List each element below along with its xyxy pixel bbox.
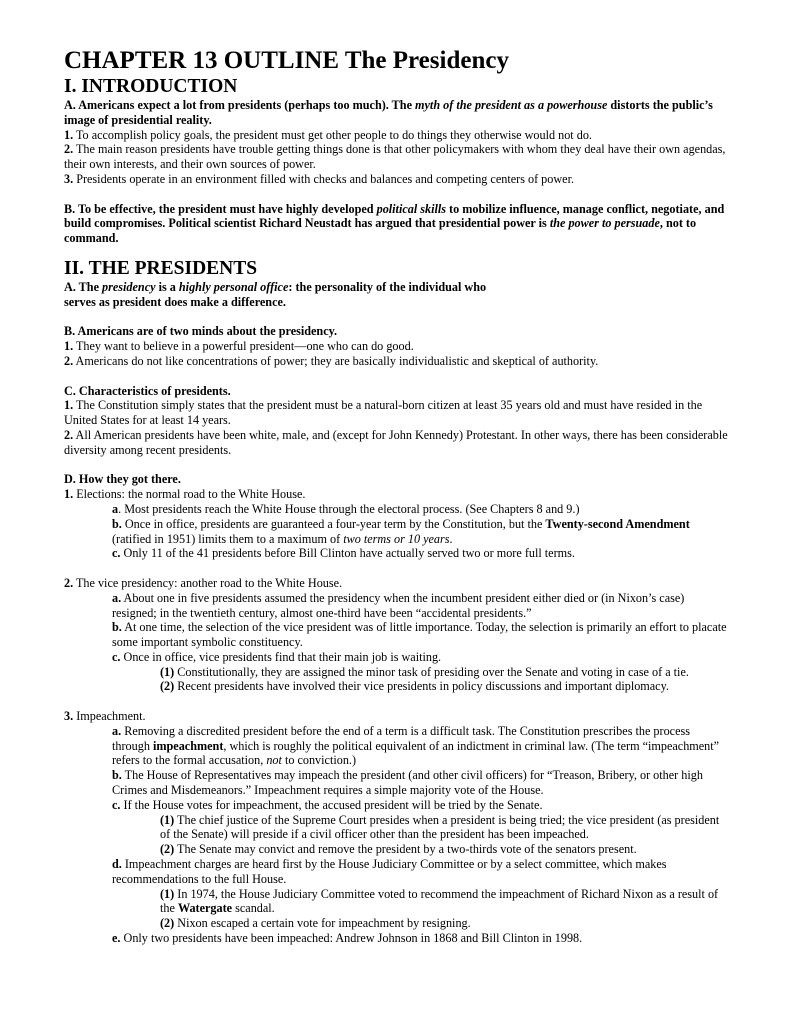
presidents-point-d-heading: D. How they got there. [64,472,181,487]
intro-point-3: 3. Presidents operate in an environment filled with checks and balances and competing centers of power. [64,171,575,186]
impeachment-d-1: (1) In 1974, the House Judiciary Committee voted to recommend the impeachment of Richard Nixon as a result of the Watergate scandal. [160,886,719,916]
presidents-point-b-heading: B. Americans are of two minds about the presidency. [64,324,338,339]
vice-presidency-c-2: (2) Recent presidents have involved their vice presidents in policy discussions and important diplomacy. [160,679,669,694]
intro-point-1: 1. To accomplish policy goals, the president must get other people to do things they otherwise would not do. [64,127,592,142]
impeachment-d-2: (2) Nixon escaped a certain vote for impeachment by resigning. [160,916,471,931]
impeachment-c-2: (2) The Senate may convict and remove the president by a two-thirds vote of the senators present. [160,842,637,857]
impeachment-c-1: (1) The chief justice of the Supreme Court presides when a president is being tried; the vice president (as president of the Senate) will preside if a civil officer other than the president has been impeached. [160,812,720,842]
impeachment-c: c. If the House votes for impeachment, the accused president will be tried by the Senate. [112,797,543,812]
page-title: CHAPTER 13 OUTLINE The Presidency [64,47,509,74]
elections-b: b. Once in office, presidents are guaranteed a four-year term by the Constitution, but the Twenty-second Amendment (ratified in 1951) limits them to a maximum of two terms or 10 years. [112,516,690,546]
intro-point-2: 2. The main reason presidents have trouble getting things done is that other policymakers with whom they deal have their own agendas, their own interests, and their own sources of power. [64,142,726,172]
vice-presidency-b: b. At one time, the selection of the vice president was of little importance. Today, the selection is primarily an effort to placate some important symbolic constituency. [112,620,727,650]
impeachment-e: e. Only two presidents have been impeached: Andrew Johnson in 1868 and Bill Clinton in 1998. [112,931,583,946]
vice-presidency-a: a. About one in five presidents assumed the presidency when the incumbent president either died or (in Nixon’s case) resigned; in the twentieth century, almost one-third have been “accidental presidents.” [112,590,685,620]
impeachment-b: b. The House of Representatives may impeach the president (and other civil officers) for “Treason, Bribery, or other high Crimes and Misdemeanors.” Impeachment requires a simple majority vote of the House. [112,768,703,798]
presidents-b-2: 2. Americans do not like concentrations of power; they are basically individualistic and skeptical of authority. [64,353,599,368]
impeachment-item: 3. Impeachment. [64,709,146,724]
elections-c: c. Only 11 of the 41 presidents before Bill Clinton have actually served two or more full terms. [112,546,575,561]
presidents-point-a: A. The presidency is a highly personal office: the personality of the individual who serves as president does make a difference. [64,279,487,309]
presidents-b-1: 1. They want to believe in a powerful president—one who can do good. [64,339,414,354]
elections-item: 1. Elections: the normal road to the White House. [64,487,306,502]
intro-point-b: B. To be effective, the president must have highly developed political skills to mobilize influence, manage conflict, negotiate, and build compromises. Political scientist Richard Neustadt has argued that presidential power is the power to persuade, not to command. [64,201,725,246]
presidents-point-c-heading: C. Characteristics of presidents. [64,383,231,398]
vice-presidency-c: c. Once in office, vice presidents find that their main job is waiting. [112,649,442,664]
section-heading-presidents: II. THE PRESIDENTS [64,257,258,279]
elections-a: a. Most presidents reach the White House through the electoral process. (See Chapters 8 and 9.) [112,501,580,516]
impeachment-a: a. Removing a discredited president before the end of a term is a difficult task. The Constitution prescribes the process through impeachment, which is roughly the political equivalent of an indictment in criminal law. (The term “impeachment” refers to the formal accusation, not to conviction.) [112,723,720,768]
impeachment-d: d. Impeachment charges are heard first by the House Judiciary Committee or by a select committee, which makes recommendations to the full House. [112,857,667,886]
presidents-c-2: 2. All American presidents have been white, male, and (except for John Kennedy) Protestant. In other ways, there has been considerable diversity among recent presidents. [64,427,728,457]
presidents-c-1: 1. The Constitution simply states that the president must be a natural-born citizen at least 35 years old and must have resided in the United States for at least 14 years. [64,398,703,428]
section-heading-introduction: I. INTRODUCTION [64,76,238,97]
document-page [64,46,729,946]
vice-presidency-item: 2. The vice presidency: another road to the White House. [64,575,343,590]
vice-presidency-c-1: (1) Constitutionally, they are assigned the minor task of presiding over the Senate and voting in case of a tie. [160,664,689,679]
intro-point-a: A. Americans expect a lot from presidents (perhaps too much). The myth of the president as a powerhouse distorts the public’s image of presidential reality. [64,98,713,127]
